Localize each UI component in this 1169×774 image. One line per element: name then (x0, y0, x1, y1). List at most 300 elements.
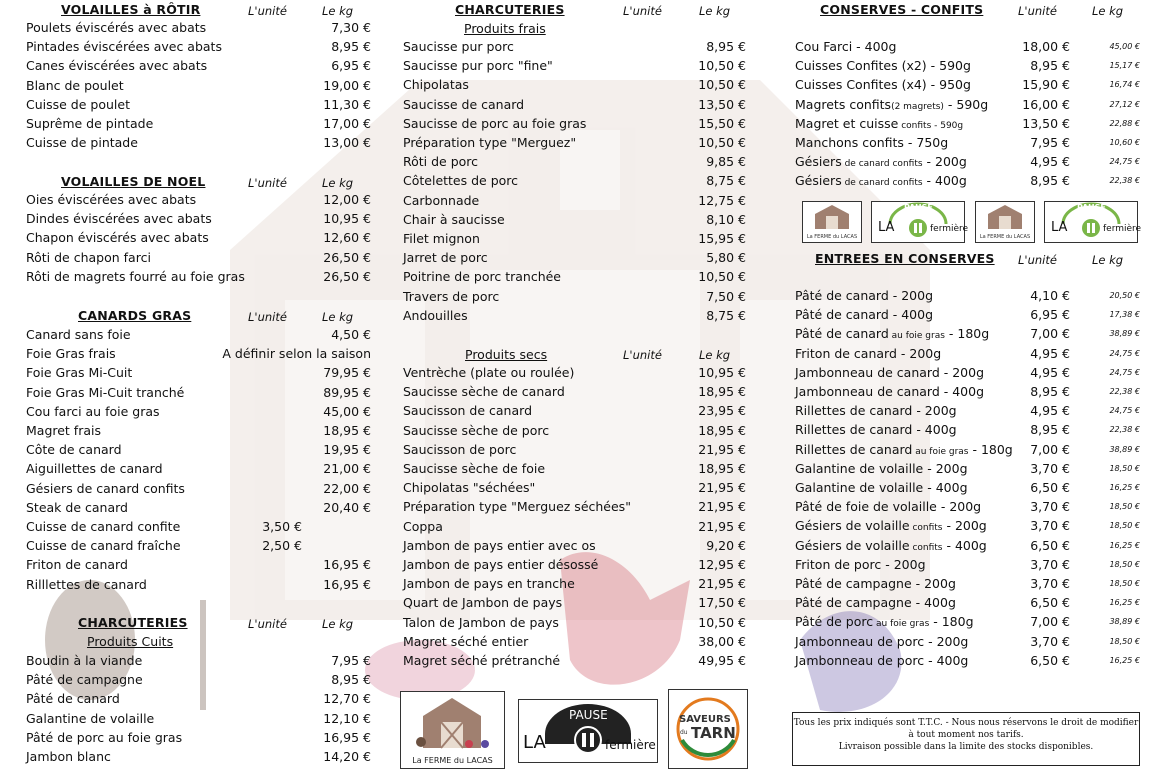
price-row (26, 228, 376, 247)
product-name (795, 133, 948, 152)
barn-icon (976, 202, 1034, 230)
pause-la-text: LA (1051, 220, 1068, 235)
product-name (26, 498, 128, 517)
product-name (795, 459, 968, 478)
product-name-detail: au foie gras (912, 446, 969, 457)
logo-saveurs-du-tarn (668, 689, 748, 769)
price-row (26, 709, 376, 728)
product-name (26, 267, 245, 286)
product-name-text: Poitrine de porc tranchée (403, 269, 562, 285)
product-name-text: Foie Gras Mi-Cuit tranché (26, 384, 185, 400)
price-row (26, 459, 376, 478)
product-name-text: Magret et cuisse (795, 115, 899, 131)
unit-header: L'unité (248, 617, 287, 631)
product-name-weight: - 400g (942, 537, 987, 553)
product-name (403, 382, 565, 401)
price-row (26, 267, 376, 286)
price-per-kg: 13,00 € (323, 135, 371, 151)
product-name (403, 133, 576, 152)
section-title-canards-gras: CANARDS GRAS (78, 308, 192, 323)
price-row (403, 248, 753, 267)
price-row (403, 210, 753, 229)
logo-ferme-name: La FERME du LACAS (806, 234, 858, 240)
subtitle-produits-secs: Produits secs (465, 347, 548, 362)
product-name (403, 75, 469, 94)
unit-price: 4,10 € (1030, 288, 1070, 303)
price-notice (792, 712, 1140, 766)
price-per-kg: 19,00 € (323, 77, 371, 93)
saveurs-text-1: SAVEURS (679, 714, 731, 725)
product-name-text: Pâté de porc (795, 614, 874, 630)
price-row (795, 516, 1145, 535)
product-name (403, 152, 478, 171)
product-name-text: Chapon éviscérés avec abats (26, 230, 209, 246)
price-per-kg: 18,95 € (698, 422, 746, 438)
price-row (403, 37, 753, 56)
product-name-text: Suprême de pintade (26, 116, 154, 131)
pause-fermiere-text: fermière (930, 224, 969, 234)
product-name (795, 75, 971, 94)
price-row (26, 747, 376, 766)
unit-price: 8,95 € (1030, 422, 1070, 438)
unit-price: 18,00 € (1022, 39, 1070, 54)
product-name-text: Pâté de canard - 200g (795, 288, 934, 303)
price-per-kg: 24,75 € (1109, 367, 1140, 377)
price-per-kg: 8,95 € (331, 672, 371, 688)
product-name (795, 401, 957, 420)
price-per-kg: 38,89 € (1109, 617, 1140, 627)
unit-price: 3,70 € (1030, 633, 1070, 649)
product-name (403, 306, 468, 325)
price-per-kg: 45,00 € (323, 403, 371, 419)
unit-price: 4,95 € (1030, 364, 1070, 380)
price-row (403, 95, 753, 114)
product-name-text: Ventrèche (plate ou roulée) (403, 365, 575, 380)
product-name-text: Cuisse de poulet (26, 96, 130, 112)
product-name-text: Boudin à la viande (26, 653, 143, 668)
product-name-text: Jarret de porc (403, 250, 488, 266)
price-row (26, 728, 376, 747)
price-per-kg: 15,95 € (698, 231, 746, 246)
product-name (26, 133, 138, 152)
product-name (403, 613, 559, 632)
price-per-kg: 38,89 € (1109, 444, 1140, 454)
section-title-entrees-conserves: ENTREES EN CONSERVES (815, 251, 995, 266)
price-row (403, 459, 753, 478)
product-name-weight: - 180g (929, 614, 974, 630)
unit-price: 3,70 € (1030, 556, 1070, 572)
product-name-text: Saucisse pur porc "fine" (403, 58, 553, 74)
price-per-kg: 22,00 € (323, 480, 371, 496)
price-per-kg: 21,95 € (698, 576, 746, 592)
price-per-kg: 16,95 € (323, 576, 371, 592)
unit-header: L'unité (248, 4, 287, 18)
product-name (26, 517, 180, 536)
unit-price: 6,50 € (1030, 480, 1070, 495)
price-per-kg: 18,95 € (698, 384, 746, 400)
price-row (26, 95, 376, 114)
price-row (795, 651, 1145, 670)
price-per-kg: 8,95 € (706, 39, 746, 54)
product-name-text: Cuisse de canard fraîche (26, 538, 181, 554)
product-name (403, 440, 516, 459)
price-per-kg: 10,60 € (1109, 138, 1140, 147)
price-per-kg: 26,50 € (323, 249, 371, 265)
price-row (403, 287, 753, 306)
kg-header: Le kg (322, 617, 354, 631)
price-per-kg: 21,95 € (698, 518, 746, 534)
price-per-kg: 16,25 € (1109, 598, 1140, 608)
unit-price: 7,00 € (1030, 441, 1070, 457)
product-name-text: Canard sans foie (26, 327, 131, 342)
unit-price: 4,95 € (1030, 154, 1070, 170)
price-row (26, 248, 376, 267)
logo-pause-fermiere-small-2 (1044, 201, 1142, 243)
product-name (26, 402, 160, 421)
product-name-text: Foie Gras frais (26, 346, 116, 362)
price-per-kg: 10,50 € (698, 58, 746, 74)
product-name (403, 287, 499, 306)
product-name-text: Rôti de chapon farci (26, 249, 151, 265)
product-name (795, 574, 956, 593)
product-name (26, 56, 207, 75)
unit-price: 8,95 € (1030, 173, 1070, 189)
product-name-detail: (2 magrets) (891, 101, 944, 112)
price-row (403, 191, 753, 210)
product-name-text: Saucisse sèche de canard (403, 384, 565, 400)
unit-price: 15,90 € (1022, 77, 1070, 93)
unit-price: 7,95 € (1030, 135, 1070, 150)
product-name (403, 363, 574, 382)
price-per-kg: 16,25 € (1109, 655, 1140, 665)
price-per-kg: 18,50 € (1109, 579, 1140, 588)
product-name-text: Pintades éviscérées avec abats (26, 39, 222, 55)
product-name (403, 401, 532, 420)
price-row (795, 555, 1145, 574)
price-per-kg: 21,00 € (323, 461, 371, 477)
product-name (795, 478, 968, 497)
price-per-kg: 12,95 € (698, 557, 746, 572)
unit-price: 8,95 € (1030, 58, 1070, 74)
product-name-text: Dindes éviscérées avec abats (26, 211, 212, 227)
price-per-kg: 18,50 € (1109, 502, 1140, 512)
price-row (26, 209, 376, 228)
price-per-kg: 8,10 € (706, 211, 746, 227)
product-name-text: Cuisses Confites (x4) - 950g (795, 77, 971, 93)
price-row (403, 306, 753, 325)
logo-ferme-name: La FERME du LACAS (412, 756, 493, 765)
unit-header: L'unité (248, 176, 287, 190)
product-name-text: Foie Gras Mi-Cuit (26, 365, 133, 381)
product-name-text: Galantine de volaille (26, 710, 155, 726)
saveurs-text-2: TARN (691, 724, 736, 742)
price-per-kg: 16,74 € (1109, 80, 1140, 90)
product-name-text: Filet mignon (403, 231, 480, 246)
product-name (403, 56, 553, 75)
kg-header: Le kg (699, 4, 731, 18)
unit-header: L'unité (248, 310, 287, 324)
product-name-text: Pâté de campagne (26, 672, 143, 688)
unit-price: 6,50 € (1030, 595, 1070, 611)
price-per-kg: 10,50 € (698, 135, 746, 150)
price-row (403, 133, 753, 152)
product-name-text: Friton de canard - 200g (795, 345, 942, 361)
price-row (795, 75, 1145, 94)
unit-price: 3,70 € (1030, 576, 1070, 591)
product-name-text: Blanc de poulet (26, 77, 124, 93)
price-per-kg: 24,75 € (1109, 406, 1140, 416)
product-name-text: Magret frais (26, 423, 101, 438)
product-name-text: Jambonneau de porc - 400g (795, 652, 969, 668)
product-name (795, 555, 926, 574)
price-per-kg: 8,95 € (331, 39, 371, 55)
product-name (26, 689, 120, 708)
unit-price: 3,70 € (1030, 499, 1070, 515)
notice-line-2: à tout moment nos tarifs. (908, 730, 1024, 740)
product-name-weight: - 590g (943, 96, 989, 112)
price-row (795, 497, 1145, 516)
price-row (26, 670, 376, 689)
unit-header: L'unité (1018, 4, 1057, 18)
price-row (795, 478, 1145, 497)
price-row (26, 651, 376, 670)
product-name (26, 670, 143, 689)
product-name (403, 536, 596, 555)
product-name-text: Chipolatas (403, 77, 469, 93)
unit-price: 6,50 € (1030, 537, 1070, 553)
product-name-weight: - 400g (922, 173, 967, 189)
notice-line-3: Livraison possible dans la limite des stocks disponibles. (838, 742, 1094, 752)
price-row (26, 114, 376, 133)
product-name (403, 171, 518, 190)
price-row (26, 421, 376, 440)
price-row (795, 56, 1145, 75)
product-name-text: Pâté de canard (26, 691, 120, 707)
price-per-kg: 22,88 € (1109, 118, 1140, 128)
product-name (26, 114, 153, 133)
product-name (403, 191, 479, 210)
unit-header: L'unité (623, 348, 662, 362)
unit-header: L'unité (623, 4, 662, 18)
pause-fermiere-text: fermière (1103, 224, 1142, 234)
product-name (795, 37, 896, 56)
product-name-text: Talon de Jambon de pays (403, 614, 559, 630)
subtitle-produits-frais: Produits frais (464, 21, 546, 36)
product-name-text: Rôti de magrets fourré au foie gras (26, 268, 245, 284)
product-name (403, 593, 562, 612)
product-name (26, 344, 116, 363)
product-name (26, 440, 122, 459)
pause-fermiere-text: fermière (605, 738, 656, 752)
unit-price: 3,50 € (262, 519, 302, 534)
product-name (795, 171, 967, 193)
section-title-charcuteries-cuits: CHARCUTERIES (78, 615, 188, 630)
price-row (403, 497, 753, 516)
unit-price: 3,70 € (1030, 518, 1070, 534)
price-per-kg: 12,60 € (323, 230, 371, 246)
product-name (26, 363, 132, 382)
price-row (795, 152, 1145, 171)
product-name-text: Gésiers de volaille (795, 537, 910, 553)
product-name (403, 555, 598, 574)
product-name-weight: - 180g (968, 441, 1013, 457)
price-row (26, 575, 376, 594)
price-row (26, 18, 376, 37)
price-row (795, 536, 1145, 555)
product-name (26, 459, 163, 478)
price-per-kg: 4,50 € (331, 327, 371, 342)
product-name-text: Pâté de campagne - 400g (795, 595, 956, 611)
product-name (26, 190, 196, 209)
price-row (26, 76, 376, 95)
price-row (403, 152, 753, 171)
price-row (795, 382, 1145, 401)
kg-header: Le kg (322, 176, 354, 190)
product-name (26, 421, 101, 440)
price-per-kg: 10,95 € (323, 211, 371, 227)
price-per-kg: 18,50 € (1109, 636, 1140, 646)
price-per-kg: 5,80 € (706, 250, 746, 266)
price-per-kg: 24,75 € (1109, 348, 1140, 358)
price-row (795, 171, 1145, 190)
price-per-kg: 20,50 € (1109, 291, 1140, 300)
price-row (403, 440, 753, 459)
product-name (403, 267, 561, 286)
price-row (403, 401, 753, 420)
pause-top-text: PAUSE (569, 708, 608, 722)
product-name (403, 229, 480, 248)
price-row (403, 517, 753, 536)
price-per-kg: 18,50 € (1109, 521, 1140, 531)
product-name-text: Saucisse pur porc (403, 39, 514, 54)
product-name (26, 575, 147, 594)
product-name-text: Magret séché prétranché (403, 653, 561, 668)
price-per-kg: 12,00 € (323, 192, 371, 207)
price-row (795, 324, 1145, 343)
price-row (795, 344, 1145, 363)
price-row (26, 517, 376, 536)
price-per-kg: 21,95 € (698, 499, 746, 515)
product-name-text: Saucisse sèche de porc (403, 422, 550, 438)
product-name (26, 709, 154, 728)
product-name-detail: de canard confits (841, 159, 923, 170)
product-name-text: Jambon de pays en tranche (403, 576, 575, 592)
price-per-kg: 22,38 € (1109, 425, 1140, 435)
price-row (795, 420, 1145, 439)
saveurs-text-du: du (680, 729, 688, 736)
product-name-text: Jambonneau de canard - 400g (795, 384, 985, 399)
product-name-text: Travers de porc (403, 288, 500, 304)
logo-ferme-du-lacas-small-2 (975, 201, 1035, 243)
unit-price: 7,00 € (1030, 326, 1070, 342)
product-name-text: Jambonneau de porc - 200g (795, 633, 969, 649)
price-row (26, 37, 376, 56)
price-per-kg: 15,17 € (1109, 61, 1140, 71)
product-name-text: Gésiers (795, 173, 842, 189)
section-title-volailles-noel: VOLAILLES DE NOEL (61, 174, 206, 189)
price-row (403, 536, 753, 555)
unit-price: 16,00 € (1022, 96, 1070, 112)
price-row (403, 114, 753, 133)
price-per-kg: 26,50 € (323, 268, 371, 284)
product-name-text: Carbonnade (403, 192, 480, 208)
product-name (795, 382, 984, 401)
price-per-kg: 27,12 € (1109, 99, 1140, 109)
price-row (403, 363, 753, 382)
product-name-text: Saucisson de porc (403, 441, 517, 457)
unit-price: 6,50 € (1030, 652, 1070, 668)
unit-header: L'unité (1018, 253, 1057, 267)
product-name-text: Chair à saucisse (403, 211, 505, 227)
product-name-text: Aiguillettes de canard (26, 461, 163, 477)
kg-header: Le kg (1092, 253, 1124, 267)
unit-price: 7,00 € (1030, 614, 1070, 630)
product-name-text: Cou Farci - 400g (795, 39, 897, 54)
product-name (26, 728, 182, 747)
price-row (795, 363, 1145, 382)
product-name (403, 114, 586, 133)
price-row (403, 75, 753, 94)
product-name-text: Gésiers de canard confits (26, 480, 185, 496)
price-per-kg: 17,50 € (698, 595, 746, 611)
kg-header: Le kg (322, 4, 354, 18)
price-per-kg: 17,00 € (323, 116, 371, 131)
product-name-text: Coppa (403, 518, 443, 534)
unit-price: 8,95 € (1030, 384, 1070, 399)
price-row (403, 613, 753, 632)
price-row (403, 478, 753, 497)
price-per-kg: 16,95 € (323, 557, 371, 573)
price-row (26, 363, 376, 382)
price-row (795, 440, 1145, 459)
price-row (795, 632, 1145, 651)
price-per-kg: 38,00 € (698, 633, 746, 649)
price-per-kg: 16,25 € (1109, 483, 1140, 492)
price-per-kg: 10,50 € (698, 614, 746, 630)
kg-header: Le kg (699, 348, 731, 362)
product-name (795, 651, 968, 670)
product-name-detail: au foie gras (888, 331, 945, 342)
product-name (795, 497, 981, 516)
product-name-text: Cuisse de canard confite (26, 519, 181, 534)
product-name-text: Côtelettes de porc (403, 173, 519, 189)
price-row (26, 190, 376, 209)
price-per-kg: 17,38 € (1109, 310, 1140, 320)
product-name-text: Gésiers de volaille (795, 518, 910, 534)
price-per-kg: 49,95 € (698, 653, 746, 668)
price-row (26, 344, 376, 363)
barn-icon (401, 692, 504, 752)
price-per-kg: 22,38 € (1109, 387, 1140, 396)
product-name-detail: au foie gras (873, 619, 930, 630)
product-name-text: Préparation type "Merguez" (403, 135, 577, 150)
price-row (26, 479, 376, 498)
price-row (795, 114, 1145, 133)
price-per-kg: 9,85 € (706, 154, 746, 170)
product-name-text: Rôti de porc (403, 154, 479, 170)
price-row (26, 536, 376, 555)
unit-price: 3,70 € (1030, 460, 1070, 476)
price-row (403, 229, 753, 248)
price-per-kg: 18,95 € (323, 423, 371, 438)
price-row (403, 555, 753, 574)
logo-pause-fermiere (518, 699, 658, 763)
product-name-text: Rillettes de canard - 400g (795, 422, 957, 438)
product-name (403, 95, 524, 114)
product-name-text: Friton de porc - 200g (795, 556, 926, 572)
price-per-kg: 15,50 € (698, 115, 746, 131)
price-row (795, 574, 1145, 593)
